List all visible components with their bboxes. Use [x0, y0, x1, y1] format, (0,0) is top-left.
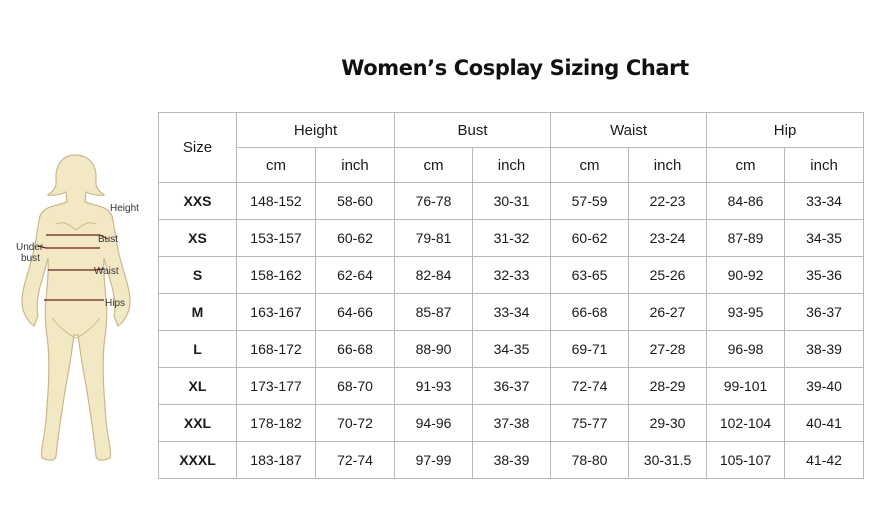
table-row	[159, 183, 864, 220]
underbust-label-line1: Under	[16, 242, 44, 253]
hip-cm-cell: 96-98	[707, 331, 785, 368]
sizing-table	[158, 112, 864, 479]
hip-cm-cell: 105-107	[707, 442, 785, 479]
bust-inch-cell: 36-37	[473, 368, 551, 405]
table-row	[159, 220, 864, 257]
hip-cm-cell: 102-104	[707, 405, 785, 442]
height-inch-cell: 72-74	[316, 442, 395, 479]
sizing-table-body	[159, 113, 864, 479]
bust-inch-cell: 37-38	[473, 405, 551, 442]
height-cm-cell: 168-172	[237, 331, 316, 368]
table-row	[159, 294, 864, 331]
waist-label: Waist	[94, 266, 119, 277]
hip-inch-header: inch	[785, 148, 864, 183]
bust-cm-cell: 82-84	[395, 257, 473, 294]
hip-inch-cell: 33-34	[785, 183, 864, 220]
height-cm-cell: 178-182	[237, 405, 316, 442]
waist-cm-cell: 60-62	[551, 220, 629, 257]
waist-cm-cell: 72-74	[551, 368, 629, 405]
bust-cm-cell: 91-93	[395, 368, 473, 405]
bust-inch-cell: 32-33	[473, 257, 551, 294]
height-inch-cell: 58-60	[316, 183, 395, 220]
bust-inch-cell: 31-32	[473, 220, 551, 257]
hip-inch-cell: 41-42	[785, 442, 864, 479]
waist-inch-cell: 25-26	[629, 257, 707, 294]
waist-inch-cell: 30-31.5	[629, 442, 707, 479]
height-cm-cell: 173-177	[237, 368, 316, 405]
table-row	[159, 368, 864, 405]
hip-inch-cell: 39-40	[785, 368, 864, 405]
hip-inch-cell: 36-37	[785, 294, 864, 331]
size-cell: XXS	[159, 183, 237, 220]
height-inch-header: inch	[316, 148, 395, 183]
height-cm-cell: 163-167	[237, 294, 316, 331]
table-row	[159, 405, 864, 442]
bust-inch-cell: 38-39	[473, 442, 551, 479]
bust-inch-cell: 34-35	[473, 331, 551, 368]
waist-inch-cell: 29-30	[629, 405, 707, 442]
table-row	[159, 331, 864, 368]
waist-cm-cell: 66-68	[551, 294, 629, 331]
waist-inch-cell: 26-27	[629, 294, 707, 331]
height-group-header: Height	[237, 113, 395, 148]
waist-inch-cell: 22-23	[629, 183, 707, 220]
bust-cm-cell: 94-96	[395, 405, 473, 442]
hip-inch-cell: 34-35	[785, 220, 864, 257]
table-row	[159, 257, 864, 294]
hip-inch-cell: 35-36	[785, 257, 864, 294]
hips-label: Hips	[105, 298, 126, 309]
hip-cm-cell: 99-101	[707, 368, 785, 405]
bust-cm-cell: 79-81	[395, 220, 473, 257]
hip-cm-cell: 87-89	[707, 220, 785, 257]
waist-cm-cell: 75-77	[551, 405, 629, 442]
bust-cm-header: cm	[395, 148, 473, 183]
height-cm-header: cm	[237, 148, 316, 183]
hip-inch-cell: 40-41	[785, 405, 864, 442]
bust-inch-cell: 30-31	[473, 183, 551, 220]
waist-inch-cell: 23-24	[629, 220, 707, 257]
hip-cm-cell: 84-86	[707, 183, 785, 220]
height-label: Height	[110, 203, 139, 214]
waist-cm-header: cm	[551, 148, 629, 183]
hip-group-header: Hip	[707, 113, 864, 148]
size-cell: XL	[159, 368, 237, 405]
bust-inch-header: inch	[473, 148, 551, 183]
height-cm-cell: 183-187	[237, 442, 316, 479]
height-inch-cell: 62-64	[316, 257, 395, 294]
size-cell: XXL	[159, 405, 237, 442]
body-measurement-figure	[0, 140, 160, 480]
height-inch-cell: 68-70	[316, 368, 395, 405]
waist-cm-cell: 78-80	[551, 442, 629, 479]
hip-cm-cell: 90-92	[707, 257, 785, 294]
size-cell: M	[159, 294, 237, 331]
bust-cm-cell: 97-99	[395, 442, 473, 479]
header-row-groups	[159, 113, 864, 148]
size-cell: XXXL	[159, 442, 237, 479]
bust-cm-cell: 88-90	[395, 331, 473, 368]
height-inch-cell: 70-72	[316, 405, 395, 442]
waist-inch-header: inch	[629, 148, 707, 183]
hip-cm-header: cm	[707, 148, 785, 183]
size-cell: S	[159, 257, 237, 294]
height-inch-cell: 66-68	[316, 331, 395, 368]
underbust-label-line2: bust	[21, 253, 40, 264]
header-row-units	[159, 148, 864, 183]
height-inch-cell: 60-62	[316, 220, 395, 257]
size-header: Size	[159, 113, 237, 183]
waist-inch-cell: 27-28	[629, 331, 707, 368]
waist-cm-cell: 69-71	[551, 331, 629, 368]
waist-cm-cell: 57-59	[551, 183, 629, 220]
bust-label: Bust	[98, 234, 119, 245]
hip-inch-cell: 38-39	[785, 331, 864, 368]
bust-cm-cell: 76-78	[395, 183, 473, 220]
height-cm-cell: 148-152	[237, 183, 316, 220]
bust-group-header: Bust	[395, 113, 551, 148]
chart-title: Women’s Cosplay Sizing Chart	[341, 56, 689, 80]
table-row	[159, 442, 864, 479]
bust-inch-cell: 33-34	[473, 294, 551, 331]
size-cell: L	[159, 331, 237, 368]
hip-cm-cell: 93-95	[707, 294, 785, 331]
height-cm-cell: 158-162	[237, 257, 316, 294]
waist-inch-cell: 28-29	[629, 368, 707, 405]
waist-cm-cell: 63-65	[551, 257, 629, 294]
size-cell: XS	[159, 220, 237, 257]
bust-cm-cell: 85-87	[395, 294, 473, 331]
height-cm-cell: 153-157	[237, 220, 316, 257]
waist-group-header: Waist	[551, 113, 707, 148]
height-inch-cell: 64-66	[316, 294, 395, 331]
